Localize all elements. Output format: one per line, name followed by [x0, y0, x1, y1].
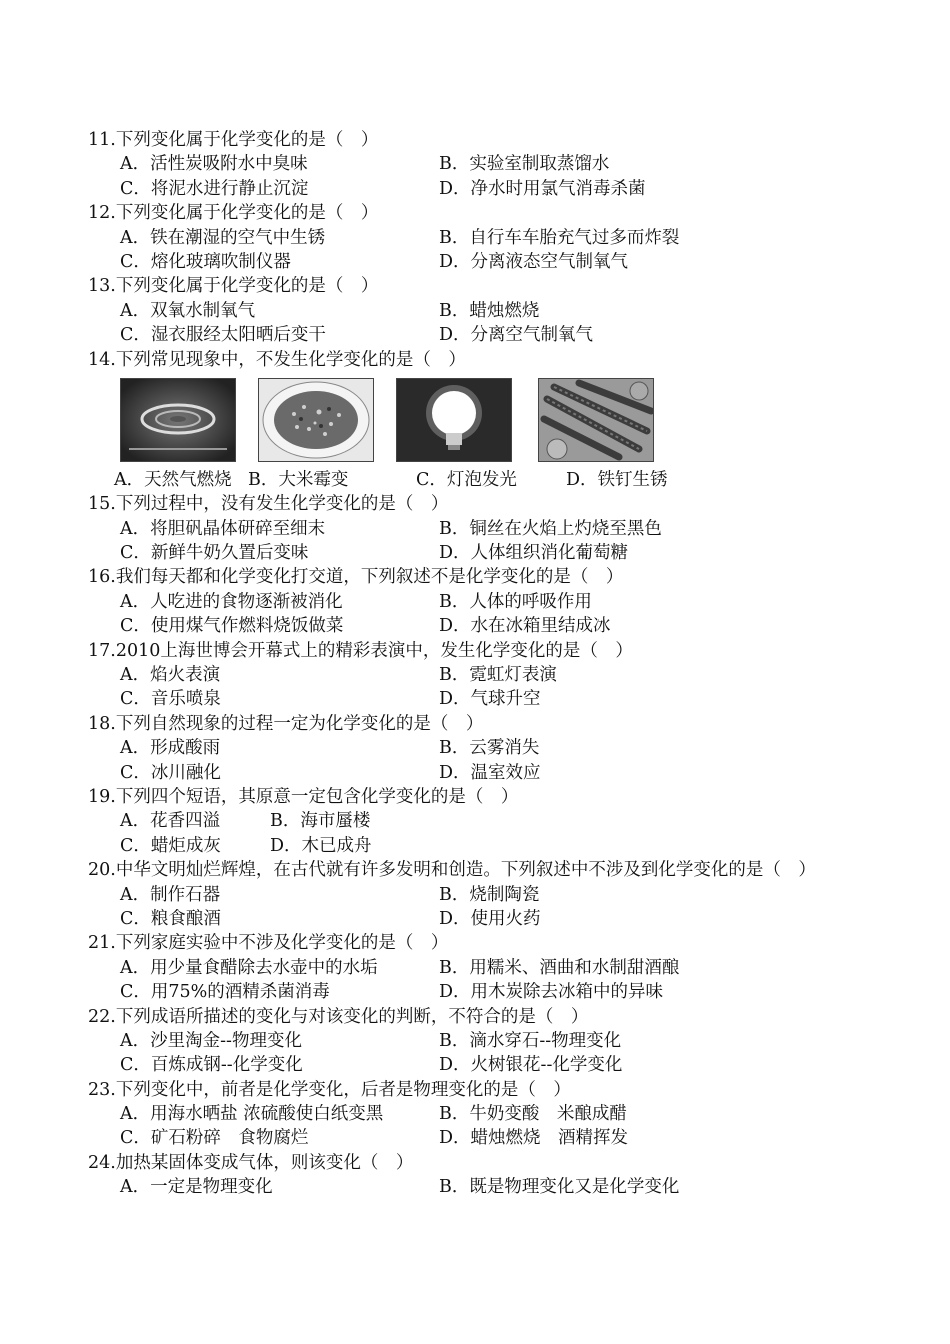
answer-option[interactable]: A．用海水晒盐 浓硫酸使白纸变黑 [120, 1104, 384, 1125]
option-row [88, 614, 888, 638]
glowing-light-bulb-photo [396, 378, 512, 462]
option-row [88, 152, 888, 176]
option-row [88, 1029, 888, 1053]
answer-option[interactable]: C．粮食酿酒 [120, 908, 221, 929]
answer-option[interactable]: D．气球升空 [439, 689, 541, 710]
answer-option[interactable]: C．矿石粉碎 食物腐烂 [120, 1128, 309, 1149]
answer-option[interactable]: D．木已成舟 [270, 835, 372, 856]
answer-option[interactable]: C．新鲜牛奶久置后变味 [120, 543, 309, 564]
option-row [88, 1175, 888, 1199]
answer-option[interactable]: B．用糯米、酒曲和水制甜酒酿 [439, 957, 680, 978]
question-stem: 17.2010上海世博会开幕式上的精彩表演中，发生化学变化的是（ ） [88, 640, 633, 661]
answer-option[interactable]: C．用75%的酒精杀菌消毒 [120, 982, 330, 1003]
answer-option[interactable]: D．使用火药 [439, 908, 541, 929]
question-stem: 24.加热某固体变成气体，则该变化（ ） [88, 1152, 414, 1173]
answer-option[interactable]: D．用木炭除去冰箱中的异味 [439, 982, 664, 1003]
question-stem: 13.下列变化属于化学变化的是（ ） [88, 276, 379, 297]
option-row [88, 761, 888, 785]
answer-option[interactable]: C．灯泡发光 [416, 469, 517, 490]
answer-option[interactable]: A．沙里淘金--物理变化 [120, 1030, 302, 1051]
answer-option[interactable]: D．净水时用氯气消毒杀菌 [439, 178, 646, 199]
answer-option[interactable]: C．音乐喷泉 [120, 689, 221, 710]
answer-option[interactable]: D．人体组织消化葡萄糖 [439, 543, 629, 564]
answer-option[interactable]: B．滴水穿石--物理变化 [439, 1030, 622, 1051]
rusty-nails-photo [538, 378, 654, 462]
option-row [88, 226, 888, 250]
option-row [88, 687, 888, 711]
option-row [88, 590, 888, 614]
answer-option[interactable]: C．百炼成钢--化学变化 [120, 1055, 303, 1076]
answer-option[interactable]: B．牛奶变酸 米酿成醋 [439, 1104, 627, 1125]
answer-option[interactable]: B．实验室制取蒸馏水 [439, 154, 610, 175]
question-stem: 15.下列过程中，没有发生化学变化的是（ ） [88, 494, 449, 515]
answer-option[interactable]: C．将泥水进行静止沉淀 [120, 178, 309, 199]
option-row [88, 956, 888, 980]
question-list [88, 128, 888, 1200]
answer-option[interactable]: D．火树银花--化学变化 [439, 1055, 623, 1076]
answer-option[interactable]: A．一定是物理变化 [120, 1177, 273, 1198]
answer-option[interactable]: A．将胆矾晶体研碎至细末 [120, 518, 326, 539]
option-row [88, 663, 888, 687]
question-stem: 20.中华文明灿烂辉煌，在古代就有许多发明和创造。下列叙述中不涉及到化学变化的是（ ） [88, 860, 816, 881]
answer-option[interactable]: A．花香四溢 [120, 811, 221, 832]
answer-option[interactable]: A．人吃进的食物逐渐被消化 [120, 591, 343, 612]
option-row [88, 517, 888, 541]
option-row [88, 736, 888, 760]
option-row [88, 468, 888, 492]
answer-option[interactable]: D．铁钉生锈 [566, 469, 668, 490]
answer-option[interactable]: B．人体的呼吸作用 [439, 591, 592, 612]
answer-option[interactable]: C．熔化玻璃吹制仪器 [120, 251, 291, 272]
option-row [88, 980, 888, 1004]
option-row [88, 177, 888, 201]
image-row [88, 372, 888, 468]
answer-option[interactable]: D．水在冰箱里结成冰 [439, 616, 611, 637]
answer-option[interactable]: C．蜡炬成灰 [120, 835, 221, 856]
answer-option[interactable]: B．大米霉变 [248, 469, 349, 490]
gas-stove-flame-photo [120, 378, 236, 462]
option-row [88, 541, 888, 565]
option-row [88, 907, 888, 931]
answer-option[interactable]: B．云雾消失 [439, 738, 540, 759]
answer-option[interactable]: B．蜡烛燃烧 [439, 300, 540, 321]
answer-option[interactable]: C．冰川融化 [120, 762, 221, 783]
option-row [88, 1102, 888, 1126]
answer-option[interactable]: A．铁在潮湿的空气中生锈 [120, 227, 326, 248]
question-stem: 16.我们每天都和化学变化打交道，下列叙述不是化学变化的是（ ） [88, 567, 624, 588]
answer-option[interactable]: B．海市蜃楼 [270, 811, 371, 832]
answer-option[interactable]: B．烧制陶瓷 [439, 884, 540, 905]
answer-option[interactable]: B．既是物理变化又是化学变化 [439, 1177, 680, 1198]
answer-option[interactable]: B．自行车车胎充气过多而炸裂 [439, 227, 680, 248]
answer-option[interactable]: C．使用煤气作燃料烧饭做菜 [120, 616, 344, 637]
answer-option[interactable]: B．霓虹灯表演 [439, 665, 557, 686]
question-stem: 14.下列常见现象中，不发生化学变化的是（ ） [88, 349, 466, 370]
answer-option[interactable]: D．蜡烛燃烧 酒精挥发 [439, 1128, 629, 1149]
option-row [88, 1053, 888, 1077]
option-row [88, 809, 888, 833]
moldy-rice-photo [258, 378, 374, 462]
answer-option[interactable]: D．分离空气制氧气 [439, 325, 594, 346]
question-stem: 12.下列变化属于化学变化的是（ ） [88, 203, 379, 224]
question-stem: 18.下列自然现象的过程一定为化学变化的是（ ） [88, 713, 484, 734]
answer-option[interactable]: A．天然气燃烧 [114, 469, 232, 490]
answer-option[interactable]: D．温室效应 [439, 762, 541, 783]
answer-option[interactable]: B．铜丝在火焰上灼烧至黑色 [439, 518, 662, 539]
question-stem: 23.下列变化中，前者是化学变化，后者是物理变化的是（ ） [88, 1079, 571, 1100]
question-stem: 19.下列四个短语，其原意一定包含化学变化的是（ ） [88, 786, 519, 807]
answer-option[interactable]: A．活性炭吸附水中臭味 [120, 154, 308, 175]
option-row [88, 1126, 888, 1150]
option-row [88, 250, 888, 274]
question-stem: 22.下列成语所描述的变化与对该变化的判断，不符合的是（ ） [88, 1006, 589, 1027]
question-stem: 11.下列变化属于化学变化的是（ ） [88, 130, 379, 150]
answer-option[interactable]: A．用少量食醋除去水壶中的水垢 [120, 957, 378, 978]
answer-option[interactable]: A．制作石器 [120, 884, 221, 905]
answer-option[interactable]: A．双氧水制氧气 [120, 300, 256, 321]
answer-option[interactable]: A．形成酸雨 [120, 738, 221, 759]
option-row [88, 299, 888, 323]
option-row [88, 323, 888, 347]
question-stem: 21.下列家庭实验中不涉及化学变化的是（ ） [88, 933, 449, 954]
answer-option[interactable]: C．湿衣服经太阳晒后变干 [120, 325, 326, 346]
option-row [88, 834, 888, 858]
option-row [88, 883, 888, 907]
answer-option[interactable]: D．分离液态空气制氧气 [439, 251, 629, 272]
answer-option[interactable]: A．焰火表演 [120, 665, 221, 686]
